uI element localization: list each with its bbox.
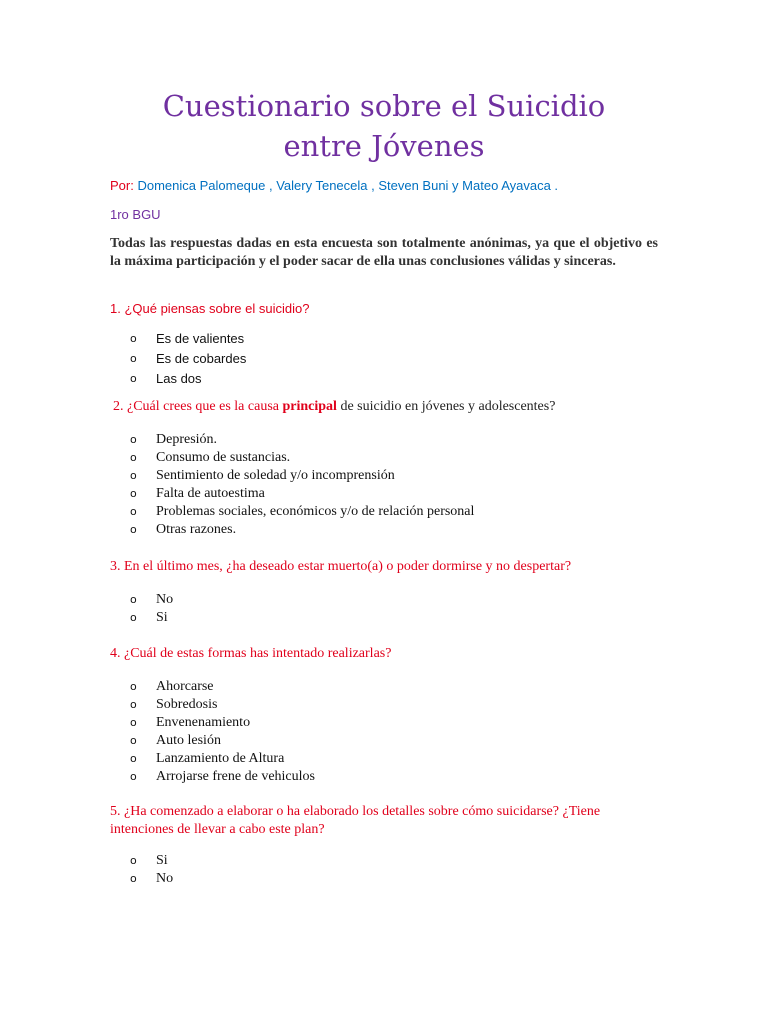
question-5-options bbox=[130, 852, 173, 888]
option[interactable] bbox=[130, 870, 173, 888]
bullet-icon: o bbox=[130, 872, 137, 885]
option[interactable] bbox=[130, 329, 246, 349]
author-line bbox=[110, 178, 558, 193]
bullet-icon: o bbox=[130, 734, 137, 747]
option[interactable] bbox=[130, 678, 315, 696]
option-label: Sentimiento de soledad y/o incomprensión bbox=[156, 468, 395, 483]
intro-paragraph: Todas las respuestas dadas en esta encuesta son totalmente anónimas, ya que el objetivo es la máxima participación y el poder sacar de ella unas conclusiones válidas y sinceras. bbox=[110, 236, 658, 269]
option[interactable] bbox=[130, 696, 315, 714]
bullet-icon: o bbox=[130, 854, 137, 867]
option[interactable] bbox=[130, 431, 474, 449]
question-2-text-before: 2. ¿Cuál crees que es la causa bbox=[113, 399, 279, 414]
option-label: Es de cobardes bbox=[156, 351, 247, 366]
option-label: Otras razones. bbox=[156, 522, 237, 537]
option-label: Sobredosis bbox=[156, 697, 218, 712]
grade-label: 1ro BGU bbox=[110, 207, 161, 222]
question-3-options bbox=[130, 591, 173, 627]
bullet-icon: o bbox=[130, 352, 137, 365]
option[interactable] bbox=[130, 369, 246, 389]
option[interactable] bbox=[130, 485, 474, 503]
bullet-icon: o bbox=[130, 611, 137, 624]
bullet-icon: o bbox=[130, 698, 137, 711]
author-prefix: Por: bbox=[110, 178, 134, 193]
option[interactable] bbox=[130, 714, 315, 732]
option-label: Arrojarse frene de vehiculos bbox=[156, 769, 315, 784]
option-label: Si bbox=[156, 610, 168, 625]
bullet-icon: o bbox=[130, 593, 137, 606]
bullet-icon: o bbox=[130, 487, 137, 500]
option[interactable] bbox=[130, 750, 315, 768]
option[interactable] bbox=[130, 449, 474, 467]
bullet-icon: o bbox=[130, 433, 137, 446]
option[interactable] bbox=[130, 349, 246, 369]
question-3: 3. En el último mes, ¿ha deseado estar muerto(a) o poder dormirse y no despertar? bbox=[110, 559, 572, 574]
question-4-options bbox=[130, 678, 315, 786]
question-1: 1. ¿Qué piensas sobre el suicidio? bbox=[110, 301, 310, 316]
question-1-options bbox=[130, 329, 246, 389]
option-label: Auto lesión bbox=[156, 733, 221, 748]
option-label: No bbox=[156, 592, 174, 607]
bullet-icon: o bbox=[130, 372, 137, 385]
option-label: Problemas sociales, económicos y/o de relación personal bbox=[156, 504, 475, 519]
bullet-icon: o bbox=[130, 451, 137, 464]
option-label: Ahorcarse bbox=[156, 679, 214, 694]
option[interactable] bbox=[130, 609, 173, 627]
option[interactable] bbox=[130, 521, 474, 539]
bullet-icon: o bbox=[130, 469, 137, 482]
bullet-icon: o bbox=[130, 716, 137, 729]
option[interactable] bbox=[130, 768, 315, 786]
bullet-icon: o bbox=[130, 523, 137, 536]
option-label: Lanzamiento de Altura bbox=[156, 751, 285, 766]
question-4: 4. ¿Cuál de estas formas has intentado realizarlas? bbox=[110, 646, 392, 661]
author-names: Domenica Palomeque , Valery Tenecela , Steven Buni y Mateo Ayavaca . bbox=[137, 178, 559, 193]
page-title-line-2: entre Jóvenes bbox=[283, 129, 485, 163]
option-label: Las dos bbox=[156, 371, 202, 386]
question-5: 5. ¿Ha comenzado a elaborar o ha elaborado los detalles sobre cómo suicidarse? ¿Tiene intenciones de llevar a cabo este plan? bbox=[110, 804, 601, 837]
question-2-options bbox=[130, 431, 474, 539]
option-label: Es de valientes bbox=[156, 331, 245, 346]
page-title-line-1: Cuestionario sobre el Suicidio bbox=[162, 89, 606, 123]
bullet-icon: o bbox=[130, 680, 137, 693]
option-label: Envenenamiento bbox=[156, 715, 251, 730]
option-label: Falta de autoestima bbox=[156, 486, 265, 501]
option-label: No bbox=[156, 871, 174, 886]
option-label: Depresión. bbox=[156, 432, 218, 447]
option[interactable] bbox=[130, 852, 173, 870]
bullet-icon: o bbox=[130, 505, 137, 518]
bullet-icon: o bbox=[130, 332, 137, 345]
bullet-icon: o bbox=[130, 770, 137, 783]
option[interactable] bbox=[130, 503, 474, 521]
option-label: Si bbox=[156, 853, 168, 868]
bullet-icon: o bbox=[130, 752, 137, 765]
question-2 bbox=[113, 398, 555, 416]
option[interactable] bbox=[130, 591, 173, 609]
question-2-text-bold: principal bbox=[282, 399, 337, 414]
question-2-text-after: de suicidio en jóvenes y adolescentes? bbox=[340, 399, 556, 414]
option[interactable] bbox=[130, 467, 474, 485]
option-label: Consumo de sustancias. bbox=[156, 450, 291, 465]
option[interactable] bbox=[130, 732, 315, 750]
